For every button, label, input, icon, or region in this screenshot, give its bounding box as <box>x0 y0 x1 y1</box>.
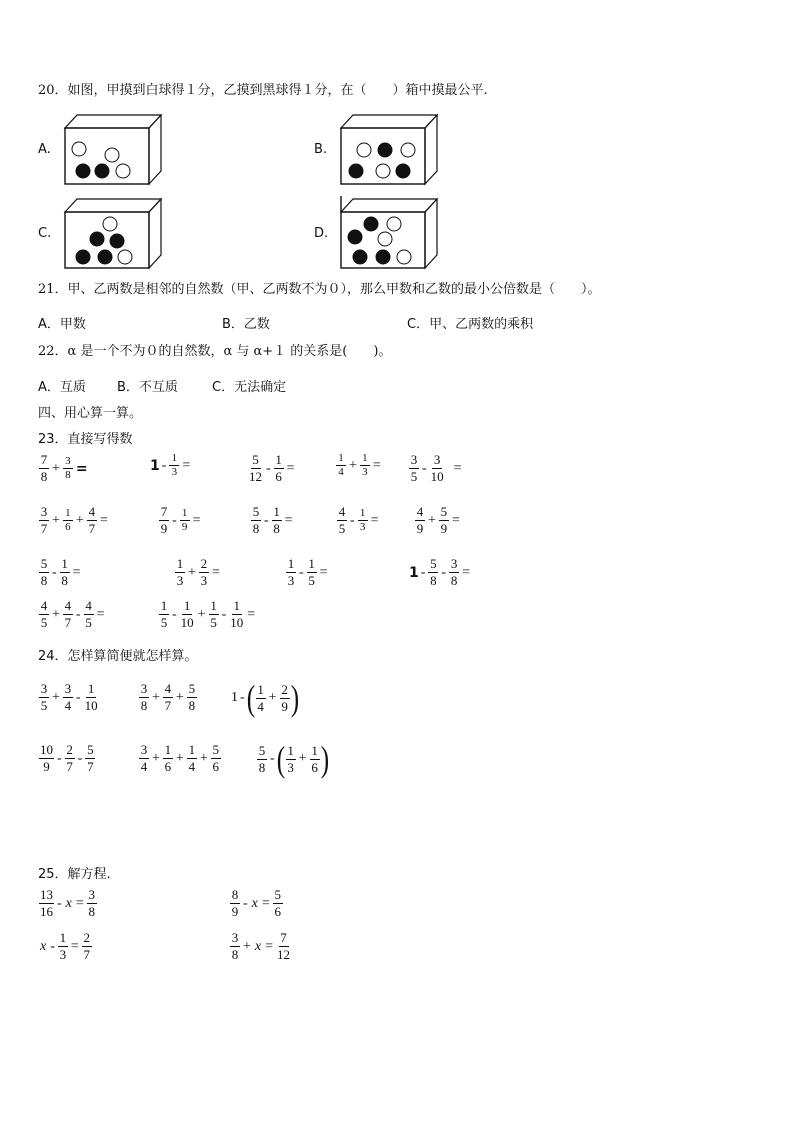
fraction: $\frac{3}{8}$ <box>63 456 73 481</box>
fraction: $\frac{1}{5}$ <box>210 598 217 630</box>
q24-item-1[interactable]: 3 5 + $\frac{3}{4}$ - 1 10 <box>40 681 98 713</box>
fraction: $\frac{5}{9}$ <box>440 504 448 536</box>
fraction: 5 8 <box>258 742 266 775</box>
ball-white <box>376 164 390 178</box>
fraction: $\frac{1}{8}$ <box>273 504 280 536</box>
q23-item-5[interactable]: 3 5 - $\frac{3}{10}$ = <box>410 452 462 484</box>
fraction: 3 7 <box>40 504 48 536</box>
q20-box-c[interactable] <box>62 196 164 270</box>
ball-black <box>378 143 392 157</box>
q24-item-4[interactable]: 10 9 - 2 7 - 5 7 <box>40 742 94 774</box>
fraction: $\frac{5}{6}$ <box>274 887 282 919</box>
fraction: $\frac{5}{6}$ <box>212 742 219 774</box>
q20-option-a-label[interactable]: A. <box>38 142 51 157</box>
fraction: $\frac{1}{4}$ <box>188 742 196 774</box>
q23-item-9[interactable]: 4 5 - $\frac{1}{3}$ = <box>338 504 379 536</box>
fraction: 3 8 <box>140 681 148 713</box>
fraction: 5 12 <box>249 452 262 484</box>
q21-text: 21．甲、乙两数是相邻的自然数（甲、乙两数不为０），那么甲数和乙数的最小公倍数是（ ）。 <box>38 282 601 297</box>
q23-item-10[interactable]: 4 9 + $\frac{5}{9}$ = <box>416 504 460 536</box>
q21-option-c[interactable]: C．甲、乙两数的乘积 <box>407 317 534 332</box>
q23-item-2[interactable]: 1 - $\frac{1}{3}$ = <box>150 452 191 478</box>
q22-text: 22．α 是一个不为０的自然数，α 与 α+１ 的关系是( )。 <box>38 344 392 359</box>
q24-item-2[interactable]: 3 8 + $\frac{4}{7}$ + $\frac{5}{8}$ <box>140 681 196 713</box>
fraction: 7 8 <box>40 452 48 484</box>
q24-item-6[interactable]: 5 8 - ( 1 3 + $\frac{1}{6}$ ) <box>258 739 329 779</box>
q23-item-4[interactable]: 1 4 + $\frac{1}{3}$ = <box>335 453 383 478</box>
q21-option-a[interactable]: A．甲数 <box>38 317 86 332</box>
q23-item-14[interactable]: 1 - 5 8 - $\frac{3}{8}$ = <box>409 556 470 588</box>
fraction: 3 5 <box>40 681 48 713</box>
fraction: $\frac{1}{3}$ <box>358 508 368 533</box>
fraction: 4 5 <box>338 504 346 536</box>
fraction: $\frac{1}{6}$ <box>164 742 172 774</box>
fraction: $\frac{2}{7}$ <box>83 930 91 962</box>
ball-black <box>396 164 410 178</box>
q23-item-3[interactable]: 5 12 - $\frac{1}{6}$ = <box>249 452 295 484</box>
fraction: $\frac{1}{6}$ <box>311 742 318 775</box>
fraction: $\frac{4}{7}$ <box>88 504 96 536</box>
ball-white <box>103 217 117 231</box>
fraction: 13 16 <box>40 887 53 919</box>
q21-option-b[interactable]: B．乙数 <box>222 317 270 332</box>
q25-item-1[interactable]: 13 16 - x = $\frac{3}{8}$ <box>40 887 96 919</box>
ball-white <box>118 250 132 264</box>
q20-box-a[interactable] <box>62 112 164 186</box>
fraction: $\frac{4}{5}$ <box>85 598 92 630</box>
fraction: 5 7 <box>87 742 94 774</box>
fraction: $\frac{4}{7}$ <box>164 681 172 713</box>
fraction: 4 9 <box>416 504 424 536</box>
q22-option-c[interactable]: C．无法确定 <box>212 380 287 395</box>
fraction: $\frac{1}{3}$ <box>169 453 179 478</box>
fraction: 3 4 <box>140 742 148 774</box>
q20-text: 20．如图，甲摸到白球得１分，乙摸到黑球得１分，在（ ）箱中摸最公平. <box>38 83 488 98</box>
fraction: $\frac{1}{3}$ <box>59 930 67 962</box>
q23-title: 23．直接写得数 <box>38 432 133 447</box>
q20-box-d[interactable] <box>338 196 440 270</box>
q23-item-1[interactable]: 7 8 + $\frac{3}{8}$ = <box>40 452 88 484</box>
fraction: 1 3 <box>287 556 295 588</box>
fraction: 1 4 <box>257 681 264 714</box>
fraction: 7 9 <box>160 504 168 536</box>
ball-white <box>401 143 415 157</box>
ball-white <box>357 143 371 157</box>
q25-item-2[interactable]: 8 9 - x = $\frac{5}{6}$ <box>231 887 282 919</box>
fraction: 5 8 <box>252 504 260 536</box>
q23-item-13[interactable]: 1 3 - $\frac{1}{5}$ = <box>287 556 328 588</box>
fraction: 1 10 <box>84 681 98 713</box>
fraction: 2 7 <box>66 742 73 774</box>
fraction: 1 4 <box>336 453 346 478</box>
fraction: $\frac{1}{6}$ <box>63 508 73 533</box>
ball-black <box>353 250 367 264</box>
q24-item-5[interactable]: 3 4 + $\frac{1}{6}$ + $\frac{1}{4}$ + $\frac{5}{6}$ <box>140 742 219 774</box>
fraction: 1 3 <box>176 556 184 588</box>
fraction: $\frac{1}{8}$ <box>61 556 68 588</box>
fraction: 5 8 <box>430 556 437 588</box>
ball-black <box>349 164 363 178</box>
ball-black <box>376 250 390 264</box>
fraction: 4 5 <box>40 598 48 630</box>
q20-option-c-label[interactable]: C. <box>38 226 52 241</box>
fraction: $\frac{3}{4}$ <box>64 681 72 713</box>
ball-black <box>90 232 104 246</box>
q20-option-b-label[interactable]: B. <box>314 142 328 157</box>
ball-white <box>397 250 411 264</box>
fraction: $\frac{3}{8}$ <box>88 887 96 919</box>
q24-item-3[interactable]: 1 - ( 1 4 + $\frac{2}{9}$ ) <box>231 678 299 718</box>
q23-item-6[interactable]: 3 7 + $\frac{1}{6}$ + $\frac{4}{7}$ = <box>40 504 108 536</box>
fraction: 3 8 <box>231 930 239 962</box>
q22-option-a[interactable]: A．互质 <box>38 380 86 395</box>
ball-white <box>378 232 392 246</box>
fraction: 8 9 <box>231 887 239 919</box>
q25-item-3[interactable]: x - $\frac{1}{3}$ = $\frac{2}{7}$ <box>40 930 91 962</box>
fraction: 5 8 <box>40 556 48 588</box>
fraction: $\frac{1}{10}$ <box>230 598 244 630</box>
fraction: $\frac{5}{8}$ <box>188 681 196 713</box>
q23-item-11[interactable]: 5 8 - $\frac{1}{8}$ = <box>40 556 81 588</box>
ball-white <box>72 142 86 156</box>
fraction: $\frac{3}{8}$ <box>450 556 458 588</box>
ball-black <box>98 250 112 264</box>
ball-black <box>348 230 362 244</box>
fraction: $\frac{7}{12}$ <box>277 930 291 962</box>
fraction: $\frac{3}{10}$ <box>430 452 444 484</box>
ball-white <box>116 164 130 178</box>
fraction: $\frac{1}{6}$ <box>275 452 282 484</box>
q23-item-8[interactable]: 5 8 - $\frac{1}{8}$ = <box>252 504 293 536</box>
fraction: $\frac{1}{9}$ <box>180 508 190 533</box>
q23-item-7[interactable]: 7 9 - $\frac{1}{9}$ = <box>160 504 201 536</box>
ball-white <box>105 148 119 162</box>
ball-black <box>76 164 90 178</box>
section-4-heading: 四、用心算一算。 <box>38 406 143 421</box>
fraction: 1 10 <box>180 598 194 630</box>
fraction: 1 5 <box>160 598 168 630</box>
q23-item-16[interactable]: 1 5 - 1 10 + $\frac{1}{5}$ - $\frac{1}{10}$ = <box>160 598 256 630</box>
fraction: $\frac{2}{9}$ <box>281 681 288 714</box>
ball-white <box>387 217 401 231</box>
q22-option-b[interactable]: B．不互质 <box>117 380 178 395</box>
q25-item-4[interactable]: 3 8 + x = $\frac{7}{12}$ <box>231 930 291 962</box>
ball-black <box>110 234 124 248</box>
q20-option-d-label[interactable]: D. <box>314 226 329 241</box>
q25-title: 25．解方程. <box>38 867 111 882</box>
q24-title: 24．怎样算简便就怎样算。 <box>38 649 198 664</box>
fraction: $\frac{2}{3}$ <box>200 556 208 588</box>
q23-item-12[interactable]: 1 3 + $\frac{2}{3}$ = <box>176 556 220 588</box>
fraction: $\frac{1}{3}$ <box>360 453 370 478</box>
ball-black <box>364 217 378 231</box>
fraction: 3 5 <box>410 452 418 484</box>
ball-black <box>76 250 90 264</box>
fraction: $\frac{4}{7}$ <box>64 598 72 630</box>
ball-black <box>95 164 109 178</box>
fraction: 10 9 <box>40 742 53 774</box>
q23-item-15[interactable]: 4 5 + $\frac{4}{7}$ - $\frac{4}{5}$ = <box>40 598 105 630</box>
fraction: $\frac{1}{5}$ <box>308 556 315 588</box>
q20-box-b[interactable] <box>338 112 440 186</box>
fraction: 1 3 <box>287 742 294 775</box>
